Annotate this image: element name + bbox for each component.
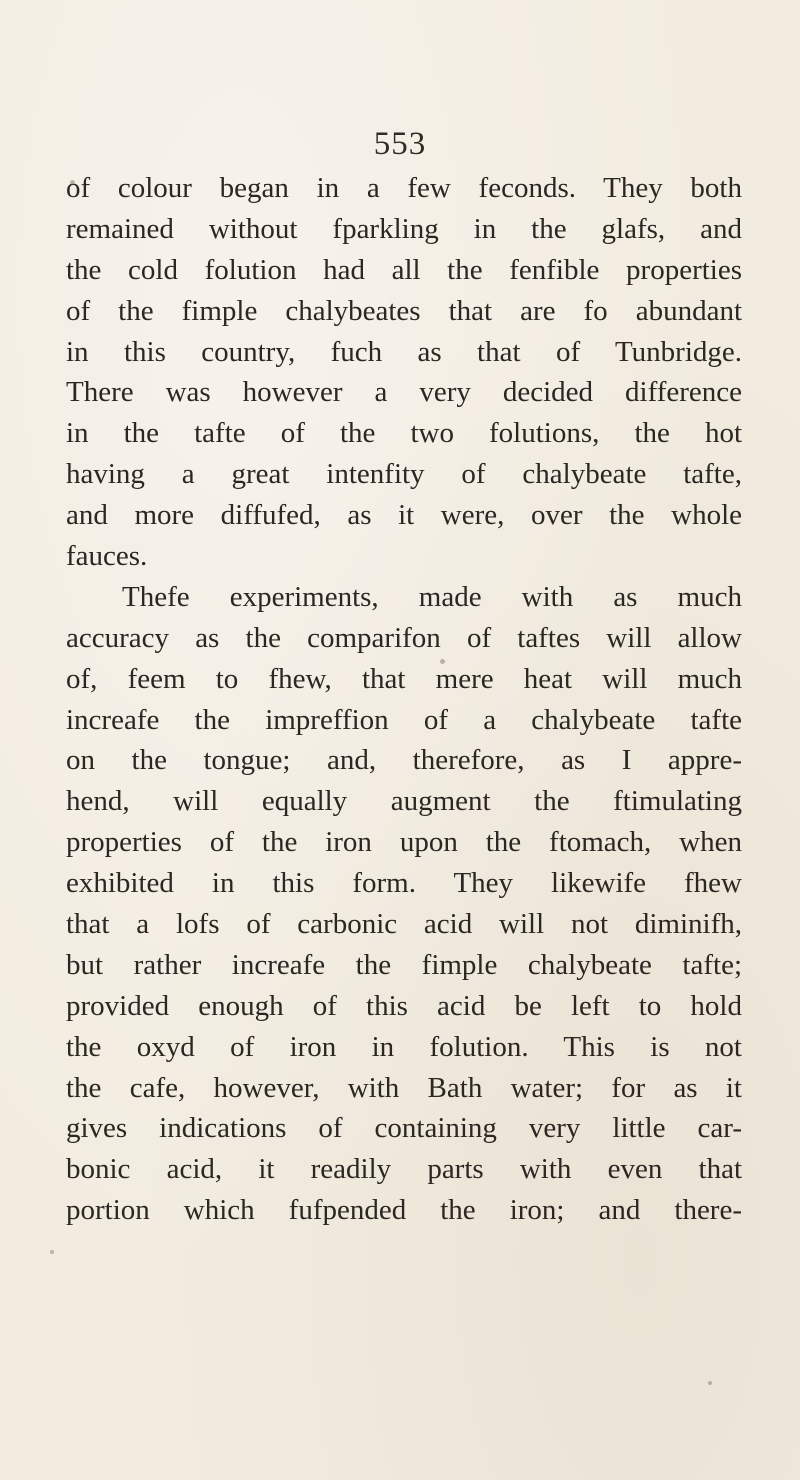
text-line: the cafe, however, with Bath water; for as it — [66, 1071, 742, 1104]
paragraph-start-line: Thefe experiments, made with as much — [122, 580, 742, 613]
text-line: in this country, fuch as that of Tunbridge. — [66, 335, 742, 368]
text-line: on the tongue; and, therefore, as I appre- — [66, 744, 742, 777]
paper-speck — [50, 1250, 54, 1254]
text-line: the cold folution had all the fenfible properties — [66, 253, 742, 286]
paper-speck — [708, 1381, 712, 1385]
text-line: of, feem to fhew, that mere heat will much — [66, 662, 742, 695]
text-line: properties of the iron upon the ftomach, when — [66, 826, 742, 859]
text-line: gives indications of containing very little car- — [66, 1112, 742, 1145]
text-line: that a lofs of carbonic acid will not diminifh, — [66, 908, 742, 941]
body-text — [66, 168, 742, 1231]
text-line: accuracy as the comparifon of taftes will allow — [66, 621, 742, 654]
text-line: the oxyd of iron in folution. This is not — [66, 1030, 742, 1063]
text-line: hend, will equally augment the ftimulating — [66, 785, 742, 818]
text-line: exhibited in this form. They likewife fhew — [66, 867, 742, 900]
text-line: and more diffufed, as it were, over the whole — [66, 499, 742, 532]
text-line: There was however a very decided difference — [66, 376, 742, 409]
text-line: remained without fparkling in the glafs, and — [66, 212, 742, 245]
text-line: having a great intenfity of chalybeate tafte, — [66, 458, 742, 491]
paper-speck — [440, 659, 445, 664]
text-line: bonic acid, it readily parts with even that — [66, 1153, 742, 1186]
text-line: of the fimple chalybeates that are fo abundant — [66, 294, 742, 327]
text-line: portion which fufpended the iron; and there- — [66, 1194, 742, 1227]
text-line: but rather increafe the fimple chalybeate tafte; — [66, 948, 742, 981]
text-line: provided enough of this acid be left to hold — [66, 989, 742, 1022]
text-line: fauces. — [66, 540, 148, 573]
text-line: increafe the impreffion of a chalybeate tafte — [66, 703, 742, 736]
text-line: of colour began in a few feconds. They both — [66, 172, 742, 204]
text-line: in the tafte of the two folutions, the hot — [66, 417, 742, 450]
paper-speck — [70, 180, 75, 185]
page-number: 553 — [373, 126, 427, 162]
